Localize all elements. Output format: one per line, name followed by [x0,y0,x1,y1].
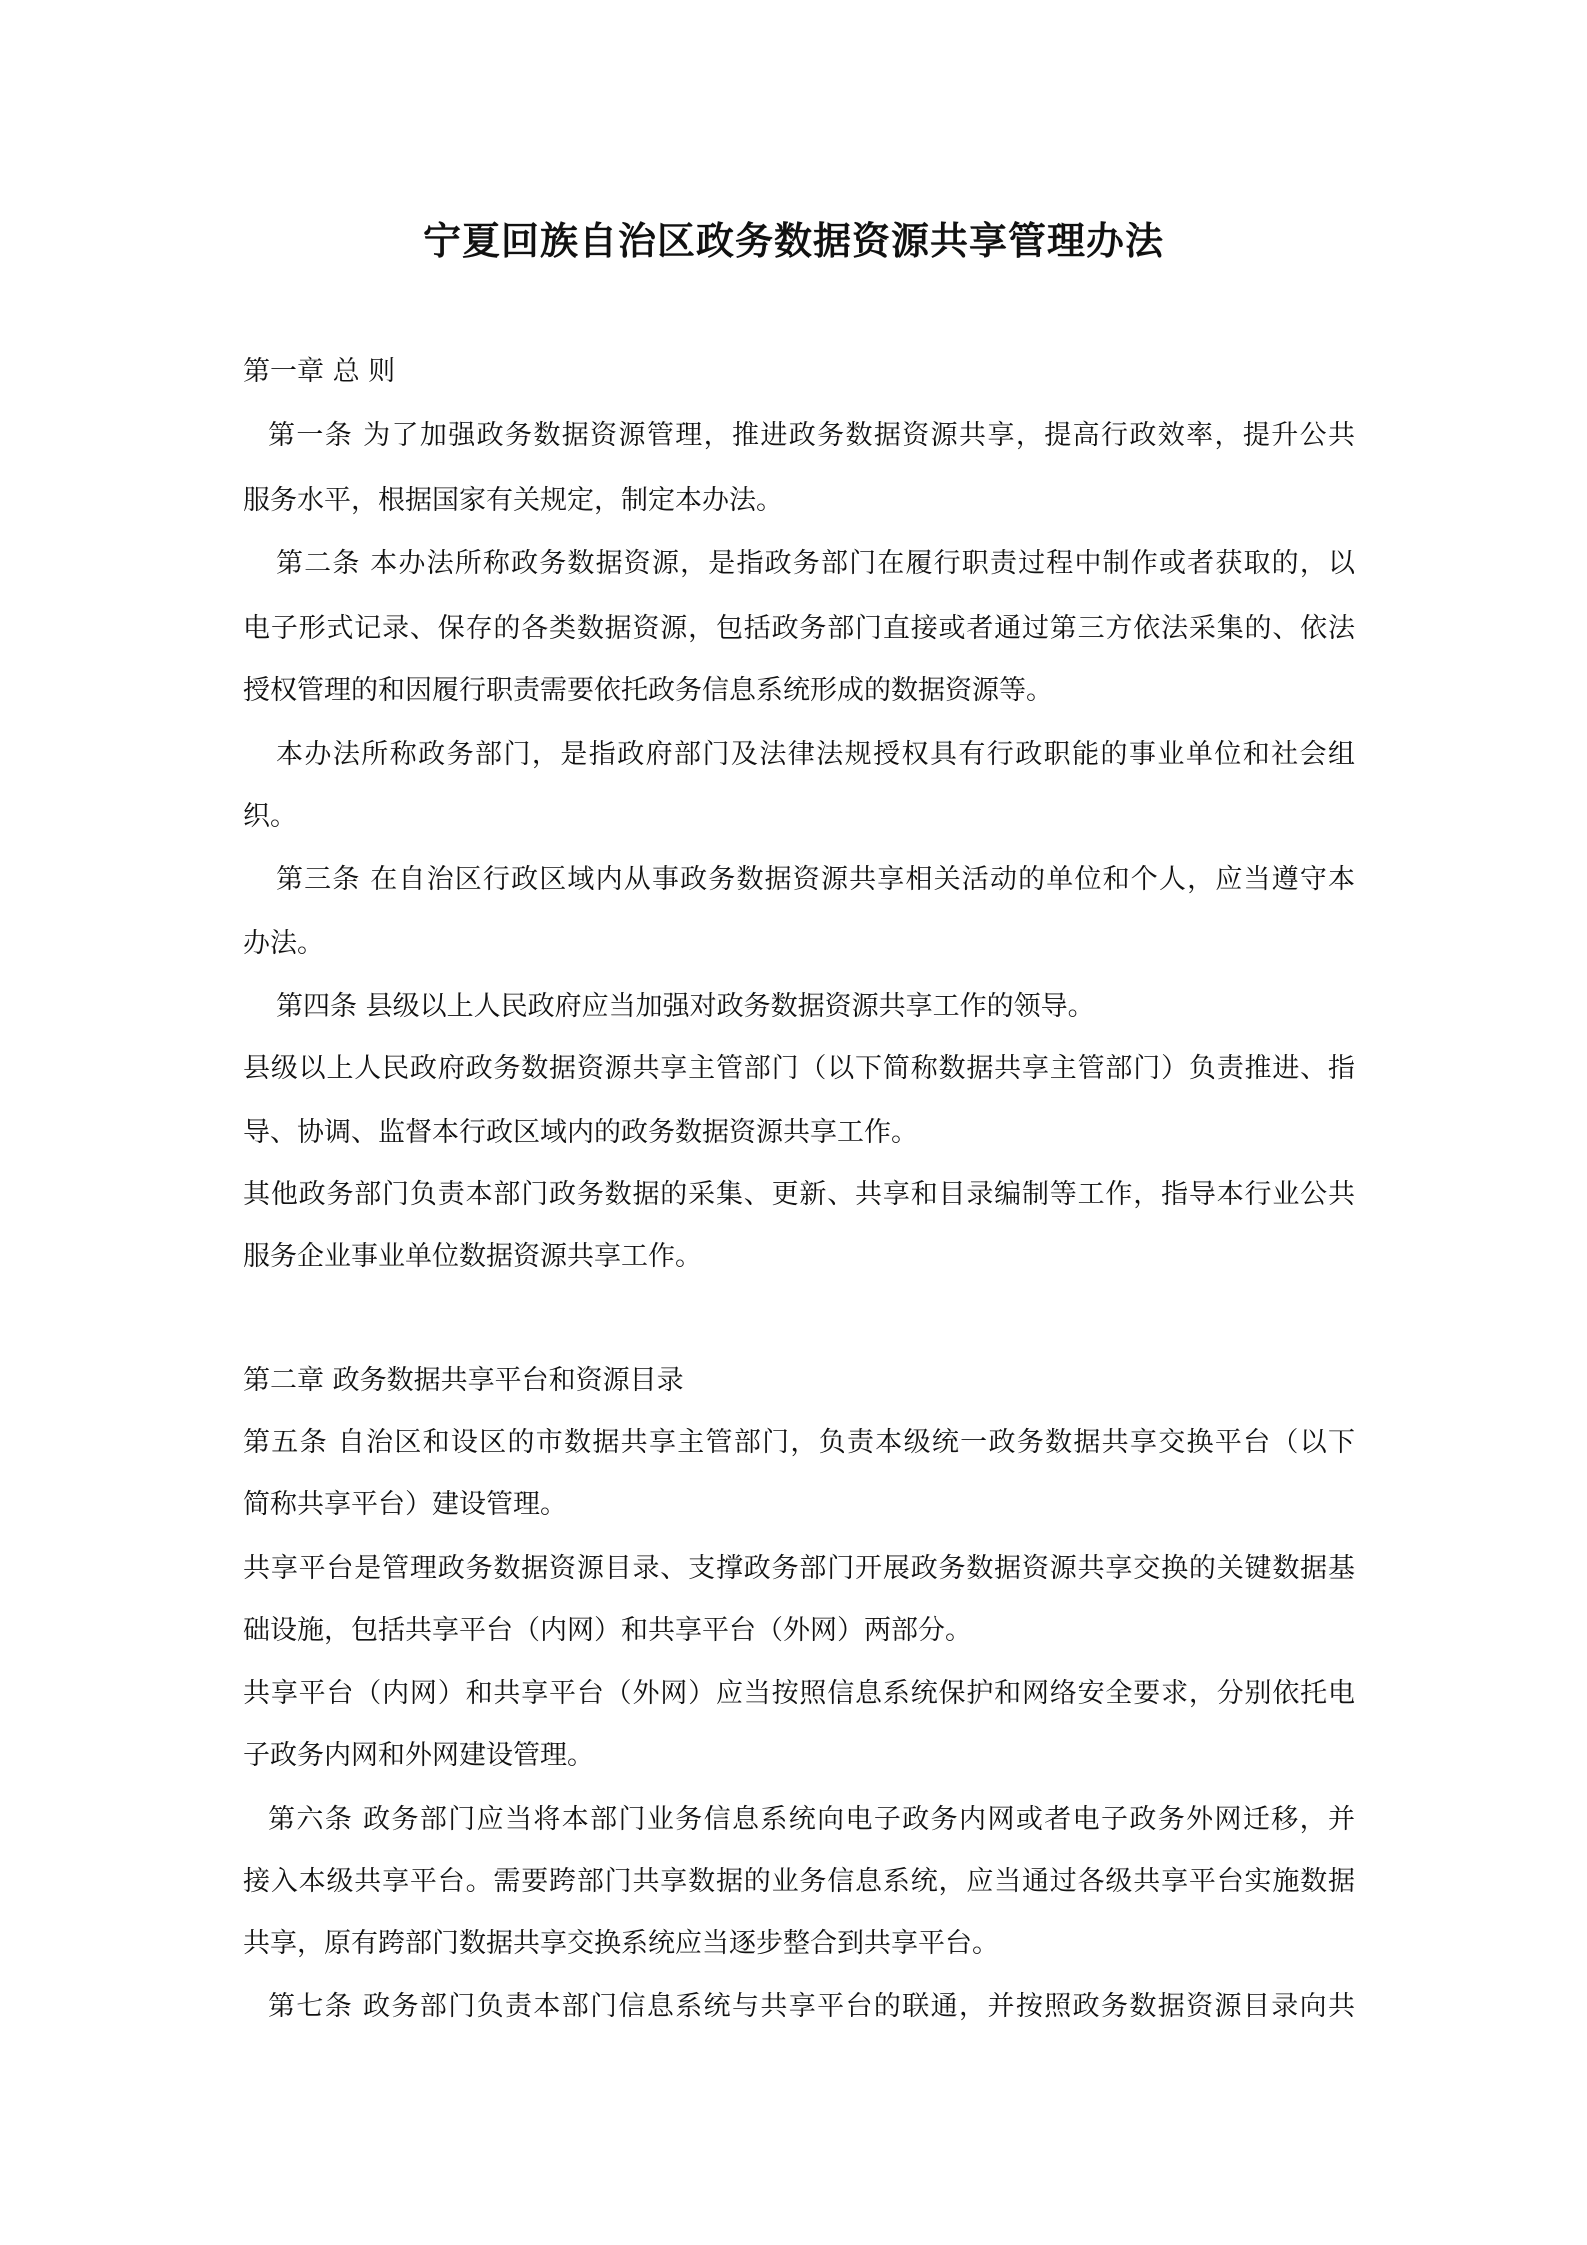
paragraph-line: 导、协调、监督本行政区域内的政务数据资源共享工作。 [243,1117,918,1148]
document-title: 宁夏回族自治区政务数据资源共享管理办法 [422,218,1164,263]
paragraph-line: 第三条 在自治区行政区域内从事政务数据资源共享相关活动的单位和个人，应当遵守本 [276,864,1355,895]
paragraph-line: 县级以上人民政府政务数据资源共享主管部门（以下简称数据共享主管部门）负责推进、指 [243,1053,1355,1084]
paragraph-line: 础设施，包括共享平台（内网）和共享平台（外网）两部分。 [243,1615,972,1646]
paragraph-line: 其他政务部门负责本部门政务数据的采集、更新、共享和目录编制等工作，指导本行业公共 [243,1179,1355,1210]
paragraph-line: 第二条 本办法所称政务数据资源，是指政务部门在履行职责过程中制作或者获取的，以 [276,548,1355,579]
paragraph-line: 第七条 政务部门负责本部门信息系统与共享平台的联通，并按照政务数据资源目录向共 [268,1991,1355,2022]
paragraph-line: 授权管理的和因履行职责需要依托政务信息系统形成的数据资源等。 [243,675,1053,706]
paragraph-line: 简称共享平台）建设管理。 [243,1489,567,1520]
paragraph-line: 共享平台是管理政务数据资源目录、支撑政务部门开展政务数据资源共享交换的关键数据基 [243,1553,1355,1584]
paragraph-line: 服务企业事业单位数据资源共享工作。 [243,1241,702,1272]
paragraph-line: 服务水平，根据国家有关规定，制定本办法。 [243,485,783,516]
paragraph-line: 共享平台（内网）和共享平台（外网）应当按照信息系统保护和网络安全要求，分别依托电 [243,1678,1355,1709]
paragraph-line: 本办法所称政务部门，是指政府部门及法律法规授权具有行政职能的事业单位和社会组 [276,739,1355,770]
paragraph-line: 第五条 自治区和设区的市数据共享主管部门，负责本级统一政务数据共享交换平台（以下 [243,1427,1355,1458]
paragraph-line: 第六条 政务部门应当将本部门业务信息系统向电子政务内网或者电子政务外网迁移，并 [268,1804,1355,1835]
paragraph-line: 办法。 [243,928,324,959]
chapter-heading: 第一章 总 则 [243,356,396,387]
paragraph-line: 共享，原有跨部门数据共享交换系统应当逐步整合到共享平台。 [243,1928,999,1959]
paragraph-line: 织。 [243,801,297,832]
paragraph-line: 第一条 为了加强政务数据资源管理，推进政务数据资源共享，提高行政效率，提升公共 [268,420,1355,451]
paragraph-line: 子政务内网和外网建设管理。 [243,1740,594,1771]
paragraph-line: 接入本级共享平台。需要跨部门共享数据的业务信息系统，应当通过各级共享平台实施数据 [243,1866,1355,1897]
paragraph-line: 第四条 县级以上人民政府应当加强对政务数据资源共享工作的领导。 [276,991,1095,1022]
paragraph-line: 电子形式记录、保存的各类数据资源，包括政务部门直接或者通过第三方依法采集的、依法 [243,613,1355,644]
chapter-heading: 第二章 政务数据共享平台和资源目录 [243,1365,684,1396]
